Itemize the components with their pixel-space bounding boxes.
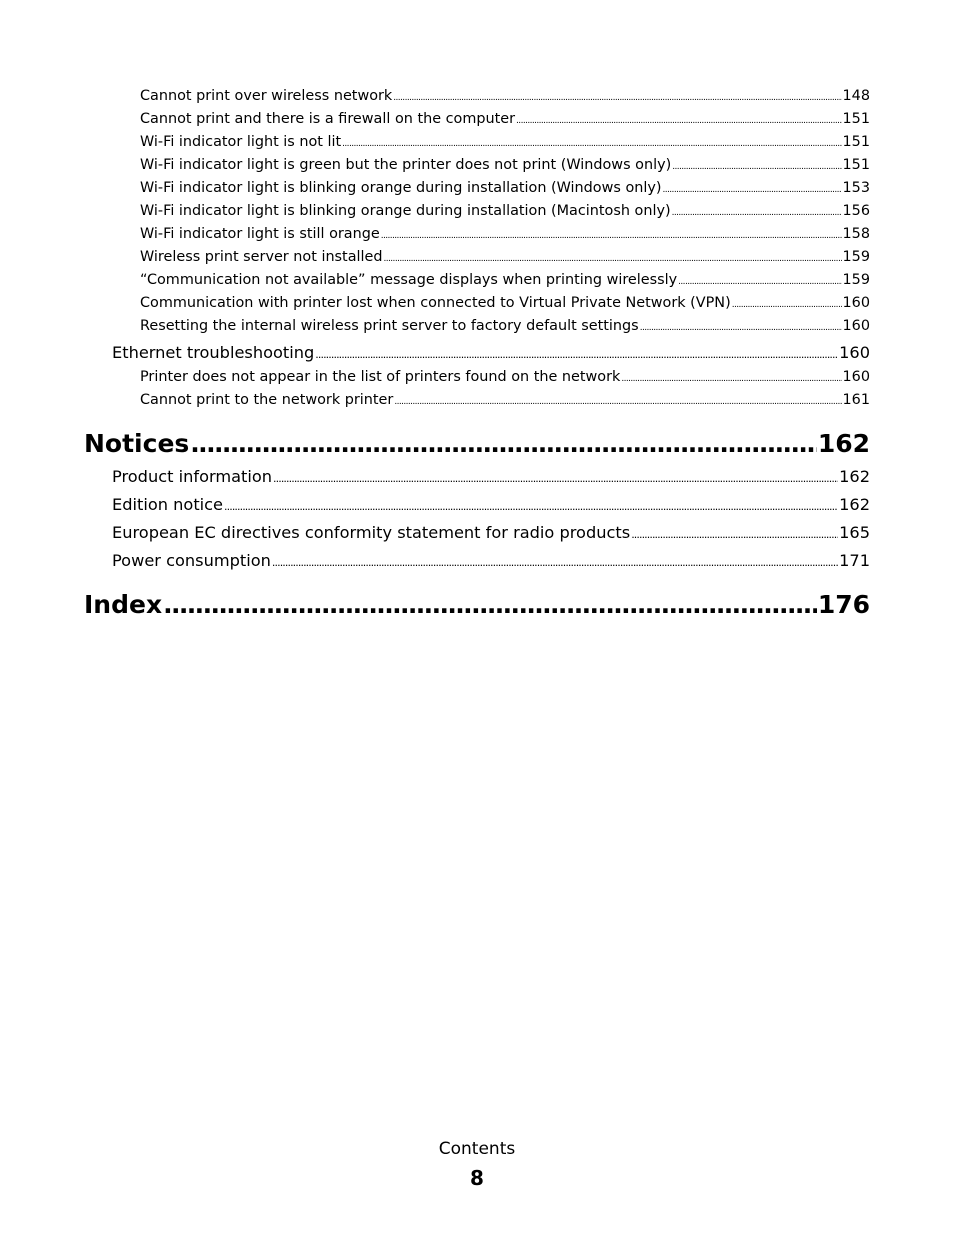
toc-entry-page: 151 <box>842 111 870 127</box>
toc-section-title: European EC directives conformity statement for radio products <box>112 523 631 542</box>
toc-chapter-index[interactable] <box>84 588 870 622</box>
toc-chapter-notices[interactable] <box>84 427 870 461</box>
toc-entry-title: Wi-Fi indicator light is blinking orange during installation (Windows only) <box>140 180 662 196</box>
toc-entry-title: Wireless print server not installed <box>140 249 383 265</box>
toc-entry-page: 151 <box>842 134 870 150</box>
dot-leader <box>394 392 841 410</box>
toc-entry[interactable] <box>140 178 870 198</box>
toc-entry-title: Cannot print and there is a firewall on the computer <box>140 111 516 127</box>
dot-leader <box>393 88 841 106</box>
toc-chapter-page: 162 <box>817 429 870 458</box>
toc-entry[interactable] <box>140 270 870 290</box>
toc-entry[interactable] <box>140 201 870 221</box>
toc-section-page: 162 <box>839 495 870 514</box>
dot-leader <box>272 551 838 573</box>
toc-entry[interactable] <box>140 293 870 313</box>
toc-entry-page: 161 <box>842 392 870 408</box>
toc-entry[interactable] <box>140 247 870 267</box>
toc-chapter-title: Index <box>84 590 163 619</box>
toc-section-page: 171 <box>839 551 870 570</box>
dot-leader <box>342 134 841 152</box>
toc-entry-page: 151 <box>842 157 870 173</box>
toc-entry-page: 153 <box>842 180 870 196</box>
toc-entry-title: Wi-Fi indicator light is green but the printer does not print (Windows only) <box>140 157 672 173</box>
toc-entry[interactable] <box>140 109 870 129</box>
toc-entry[interactable] <box>140 316 870 336</box>
dot-leader <box>672 157 841 175</box>
toc-entry-title: Resetting the internal wireless print server to factory default settings <box>140 318 639 334</box>
toc-entry-title: “Communication not available” message displays when printing wirelessly <box>140 272 678 288</box>
toc-entry-page: 158 <box>842 226 870 242</box>
dot-leader <box>631 523 838 545</box>
dot-leader <box>315 343 838 365</box>
dot-leader <box>384 249 842 267</box>
dot-leader <box>663 180 842 198</box>
toc-entry-title: Wi-Fi indicator light is blinking orange during installation (Macintosh only) <box>140 203 671 219</box>
toc-entry-title: Printer does not appear in the list of printers found on the network <box>140 369 621 385</box>
toc-section-page: 165 <box>839 523 870 542</box>
toc-section-title: Product information <box>112 467 273 486</box>
toc-chapter-page: 176 <box>817 590 870 619</box>
toc-section[interactable] <box>112 341 870 365</box>
toc-section-page: 160 <box>839 343 870 362</box>
dot-leader <box>273 467 838 489</box>
toc-entry-title: Wi-Fi indicator light is not lit <box>140 134 342 150</box>
toc-entry-page: 148 <box>842 88 870 104</box>
dot-leader <box>678 272 841 290</box>
toc-entry[interactable] <box>140 390 870 410</box>
dot-leader <box>190 427 817 461</box>
footer-section-label: Contents <box>438 1139 516 1159</box>
toc-entry-page: 156 <box>842 203 870 219</box>
toc-entry-page: 160 <box>842 318 870 334</box>
toc-entry-page: 159 <box>842 272 870 288</box>
dot-leader <box>640 318 842 336</box>
toc-entry[interactable] <box>140 224 870 244</box>
toc-section-title: Power consumption <box>112 551 271 570</box>
dot-leader <box>163 588 817 622</box>
toc-entry-title: Wi-Fi indicator light is still orange <box>140 226 380 242</box>
toc-section[interactable] <box>112 465 870 489</box>
toc-entry-title: Cannot print to the network printer <box>140 392 394 408</box>
toc-entry-page: 159 <box>842 249 870 265</box>
toc-entry-title: Cannot print over wireless network <box>140 88 393 104</box>
toc-entry[interactable] <box>140 132 870 152</box>
toc-chapter-title: Notices <box>84 429 190 458</box>
toc-entry-title: Communication with printer lost when connected to Virtual Private Network (VPN) <box>140 295 731 311</box>
dot-leader <box>621 369 841 387</box>
toc-entry-page: 160 <box>842 369 870 385</box>
toc-section-title: Edition notice <box>112 495 224 514</box>
toc-section[interactable] <box>112 493 870 517</box>
dot-leader <box>224 495 838 517</box>
toc-section-title: Ethernet troubleshooting <box>112 343 315 362</box>
dot-leader <box>381 226 842 244</box>
footer-page-number: 8 <box>470 1166 484 1190</box>
toc-entry[interactable] <box>140 86 870 106</box>
toc-entry[interactable] <box>140 155 870 175</box>
toc-section-page: 162 <box>839 467 870 486</box>
dot-leader <box>516 111 841 129</box>
toc-entry[interactable] <box>140 367 870 387</box>
dot-leader <box>732 295 842 313</box>
toc-section[interactable] <box>112 521 870 545</box>
toc-entry-page: 160 <box>842 295 870 311</box>
toc-section[interactable] <box>112 549 870 573</box>
dot-leader <box>672 203 842 221</box>
